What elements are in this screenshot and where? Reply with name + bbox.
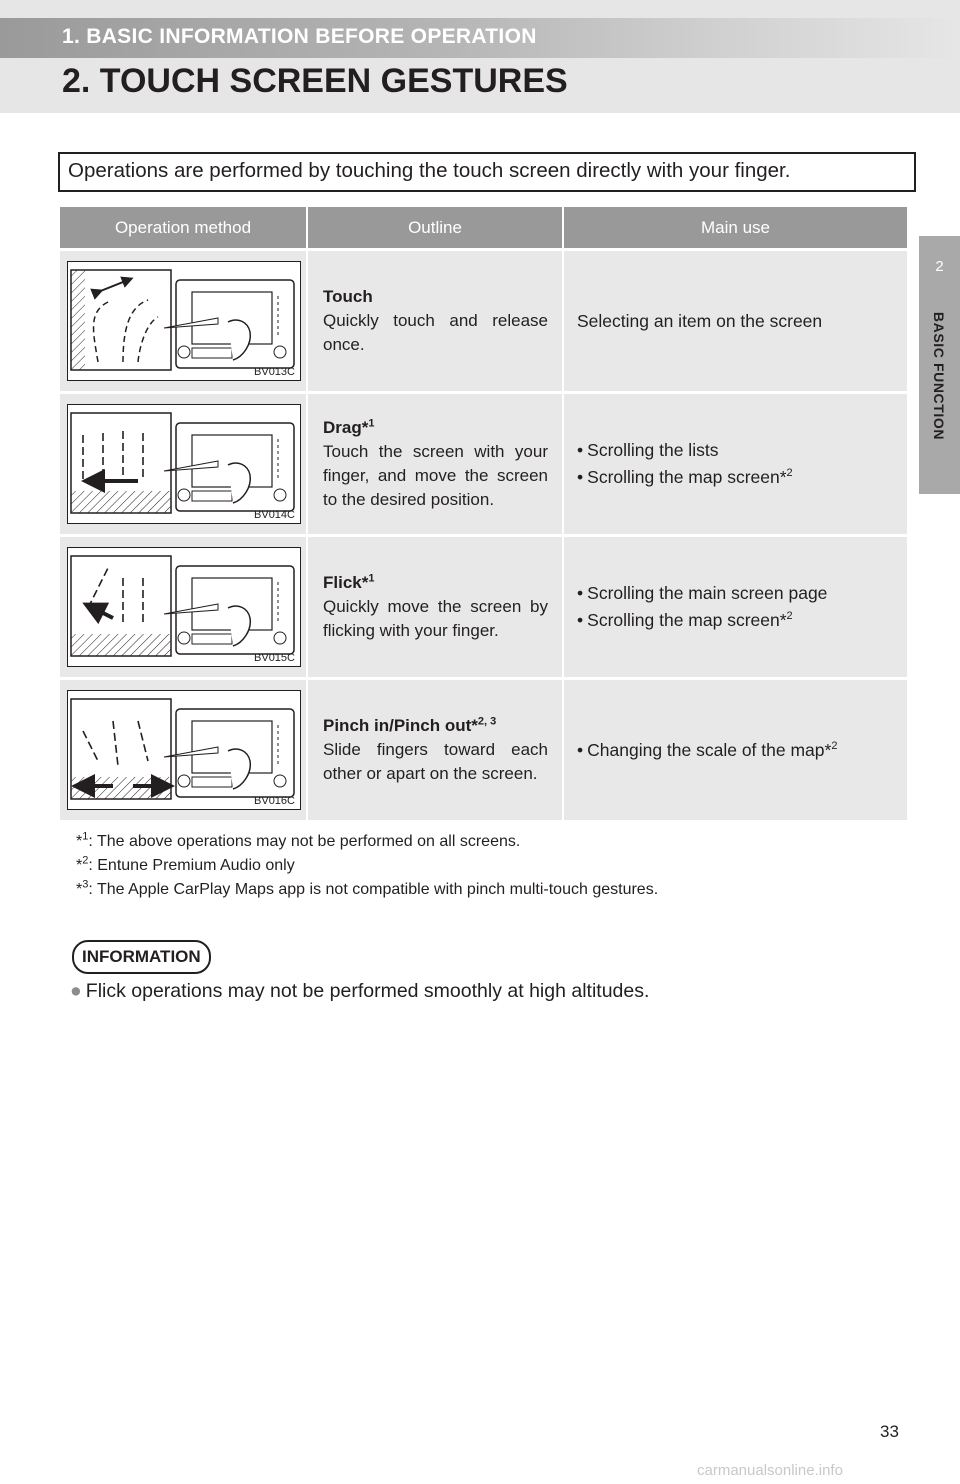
main-use-item xyxy=(577,308,907,335)
footnote-number: 2 xyxy=(82,854,89,867)
gestures-table xyxy=(60,207,907,820)
gesture-illustration xyxy=(68,548,300,666)
footnote-number: 1 xyxy=(82,830,89,843)
main-use-text: Scrolling the main screen page xyxy=(587,583,828,603)
footnote-ref: 2 xyxy=(831,739,838,752)
footnote-number: 3 xyxy=(82,878,89,891)
information-item xyxy=(70,978,649,1004)
table-row xyxy=(60,677,907,820)
main-use-item xyxy=(577,607,907,634)
section-title: 1. BASIC INFORMATION BEFORE OPERATION xyxy=(62,25,537,48)
illustration xyxy=(67,261,301,381)
table-row xyxy=(60,534,907,677)
footnote-ref: 2 xyxy=(786,467,793,480)
image-code: BV013C xyxy=(254,366,295,378)
operation-method-cell xyxy=(60,391,308,534)
main-use-item xyxy=(577,737,907,764)
main-use-item xyxy=(577,437,907,464)
gesture-name: Drag* xyxy=(323,418,369,437)
main-use-item xyxy=(577,580,907,607)
footnote-mark: * xyxy=(76,857,83,874)
footnote xyxy=(76,878,658,902)
operation-method-cell xyxy=(60,534,308,677)
main-use-text: Scrolling the lists xyxy=(587,440,719,460)
illustration xyxy=(67,404,301,524)
footnote xyxy=(76,830,658,854)
image-code: BV016C xyxy=(254,795,295,807)
gesture-illustration xyxy=(68,262,300,380)
gesture-description: Touch the screen with your finger, and move the screen to the desired position. xyxy=(323,442,548,509)
gesture-name: Touch xyxy=(323,287,373,306)
footnote-ref: 1 xyxy=(368,417,375,430)
footnote-ref: 1 xyxy=(368,572,375,585)
chapter-tab[interactable] xyxy=(919,236,960,494)
chapter-label: BASIC FUNCTION xyxy=(931,311,947,441)
footnote-mark: * xyxy=(76,833,83,850)
illustration xyxy=(67,547,301,667)
gesture-illustration xyxy=(68,405,300,523)
outline-cell xyxy=(308,248,564,391)
illustration xyxy=(67,690,301,810)
footnotes xyxy=(76,830,658,902)
intro-box: Operations are performed by touching the touch screen directly with your finger. xyxy=(58,152,916,192)
image-code: BV015C xyxy=(254,652,295,664)
footnote-text: : The above operations may not be performed on all screens. xyxy=(88,833,521,850)
outline-cell xyxy=(308,534,564,677)
main-use-text: Scrolling the map screen* xyxy=(587,467,787,487)
main-use-text: Selecting an item on the screen xyxy=(577,310,823,331)
gesture-name: Pinch in/Pinch out* xyxy=(323,716,478,735)
gesture-description: Slide fingers toward each other or apart on the screen. xyxy=(323,740,548,783)
operation-method-cell xyxy=(60,248,308,391)
bullet-icon: ● xyxy=(70,980,82,1002)
main-use-text: Changing the scale of the map* xyxy=(587,739,832,760)
main-use-cell xyxy=(564,391,907,534)
footnote-ref: 2 xyxy=(786,610,793,623)
information-list xyxy=(70,978,649,1004)
chapter-number: 2 xyxy=(935,258,944,275)
column-header: Operation method xyxy=(60,207,308,248)
gesture-description: Quickly move the screen by flicking with your finger. xyxy=(323,597,548,640)
main-use-cell xyxy=(564,534,907,677)
main-use-text: Scrolling the map screen* xyxy=(587,610,787,630)
footnote-ref: 2, 3 xyxy=(477,715,497,728)
gesture-illustration xyxy=(68,691,300,809)
information-label: INFORMATION xyxy=(72,940,211,974)
footnote-text: : Entune Premium Audio only xyxy=(88,857,295,874)
outline-cell xyxy=(308,391,564,534)
footnote-mark: * xyxy=(76,881,83,898)
footnote xyxy=(76,854,658,878)
column-header: Outline xyxy=(308,207,564,248)
table-row xyxy=(60,391,907,534)
main-use-cell xyxy=(564,677,907,820)
page-title: 2. TOUCH SCREEN GESTURES xyxy=(62,62,568,100)
main-use-cell xyxy=(564,248,907,391)
gesture-name: Flick* xyxy=(323,573,369,592)
table-row xyxy=(60,248,907,391)
main-use-item xyxy=(577,464,907,491)
outline-cell xyxy=(308,677,564,820)
operation-method-cell xyxy=(60,677,308,820)
watermark: carmanualsonline.info xyxy=(697,1462,843,1479)
information-text: Flick operations may not be performed smoothly at high altitudes. xyxy=(85,980,650,1002)
column-header: Main use xyxy=(564,207,907,248)
footnote-text: : The Apple CarPlay Maps app is not compatible with pinch multi-touch gestures. xyxy=(88,881,659,898)
table-header-row xyxy=(60,207,907,248)
page-number: 33 xyxy=(880,1422,899,1441)
image-code: BV014C xyxy=(254,509,295,521)
gesture-description: Quickly touch and release once. xyxy=(323,311,548,354)
